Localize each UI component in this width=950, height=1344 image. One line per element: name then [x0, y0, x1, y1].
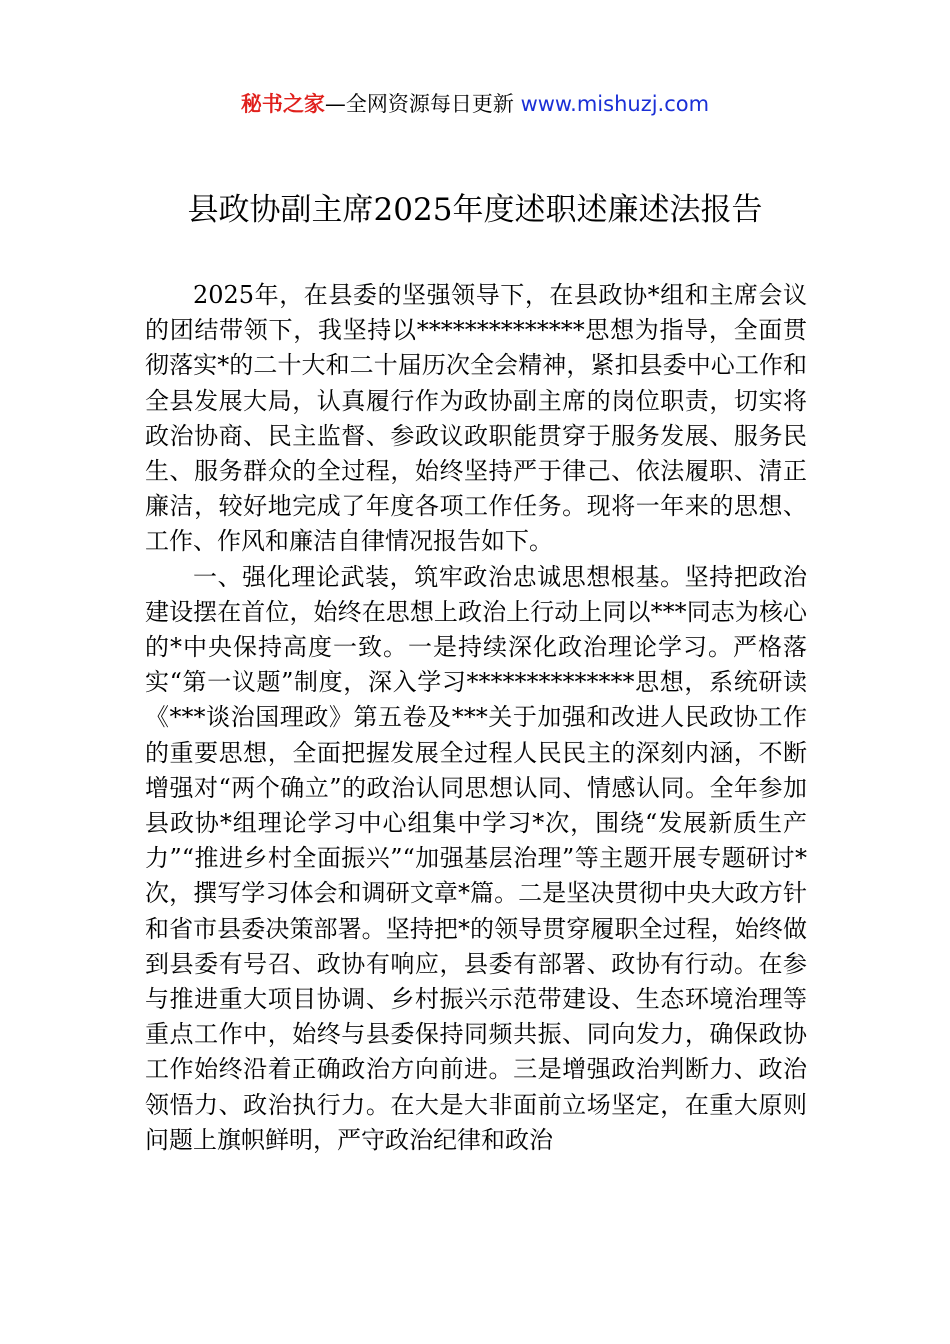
document-title: 县政协副主席2025年度述职述廉述法报告 — [187, 192, 763, 228]
paragraph-intro: 2025年，在县委的坚强领导下，在县政协*组和主席会议的团结带领下，我坚持以**************思想为指导，全面贯彻落实*的二十大和二十届历次全会精神，紧扣县委中心工作和全县发展大局，认真履行作为政协副主席的岗位职责，切实将政治协商、民主监督、参政议政职能贯穿于服务发展、服务民生、服务群众的全过程，始终坚持严于律己、依法履职、清正廉洁，较好地完成了年度各项工作任务。现将一年来的思想、工作、作风和廉洁自律情况报告如下。 — [145, 281, 807, 556]
site-brand: 秘书之家 — [240, 92, 325, 116]
site-tagline: —全网资源每日更新 — [324, 92, 521, 116]
document-body — [145, 278, 807, 1158]
paragraph-section-one: 一、强化理论武装，筑牢政治忠诚思想根基。坚持把政治建设摆在首位，始终在思想上政治上行动上同以***同志为核心的*中央保持高度一致。一是持续深化政治理论学习。严格落实“第一议题”制度，深入学习**************思想，系统研读《***谈治国理政》第五卷及***关于加强和改进人民政协工作的重要思想，全面把握发展全过程人民民主的深刻内涵，不断增强对“两个确立”的政治认同思想认同、情感认同。全年参加县政协*组理论学习中心组集中学习*次，围绕“发展新质生产力”“推进乡村全面振兴”“加强基层治理”等主题开展专题研讨*次，撰写学习体会和调研文章*篇。二是坚决贯彻中央大政方针和省市县委决策部署。坚持把*的领导贯穿履职全过程，始终做到县委有号召、政协有响应，县委有部署、政协有行动。在参与推进重大项目协调、乡村振兴示范带建设、生态环境治理等重点工作中，始终与县委保持同频共振、同向发力，确保政协工作始终沿着正确政治方向前进。三是增强政治判断力、政治领悟力、政治执行力。在大是大非面前立场坚定，在重大原则问题上旗帜鲜明，严守政治纪律和政治 — [145, 562, 807, 1154]
site-header — [0, 88, 950, 120]
site-url-link[interactable]: www.mishuzj.com — [520, 92, 710, 116]
